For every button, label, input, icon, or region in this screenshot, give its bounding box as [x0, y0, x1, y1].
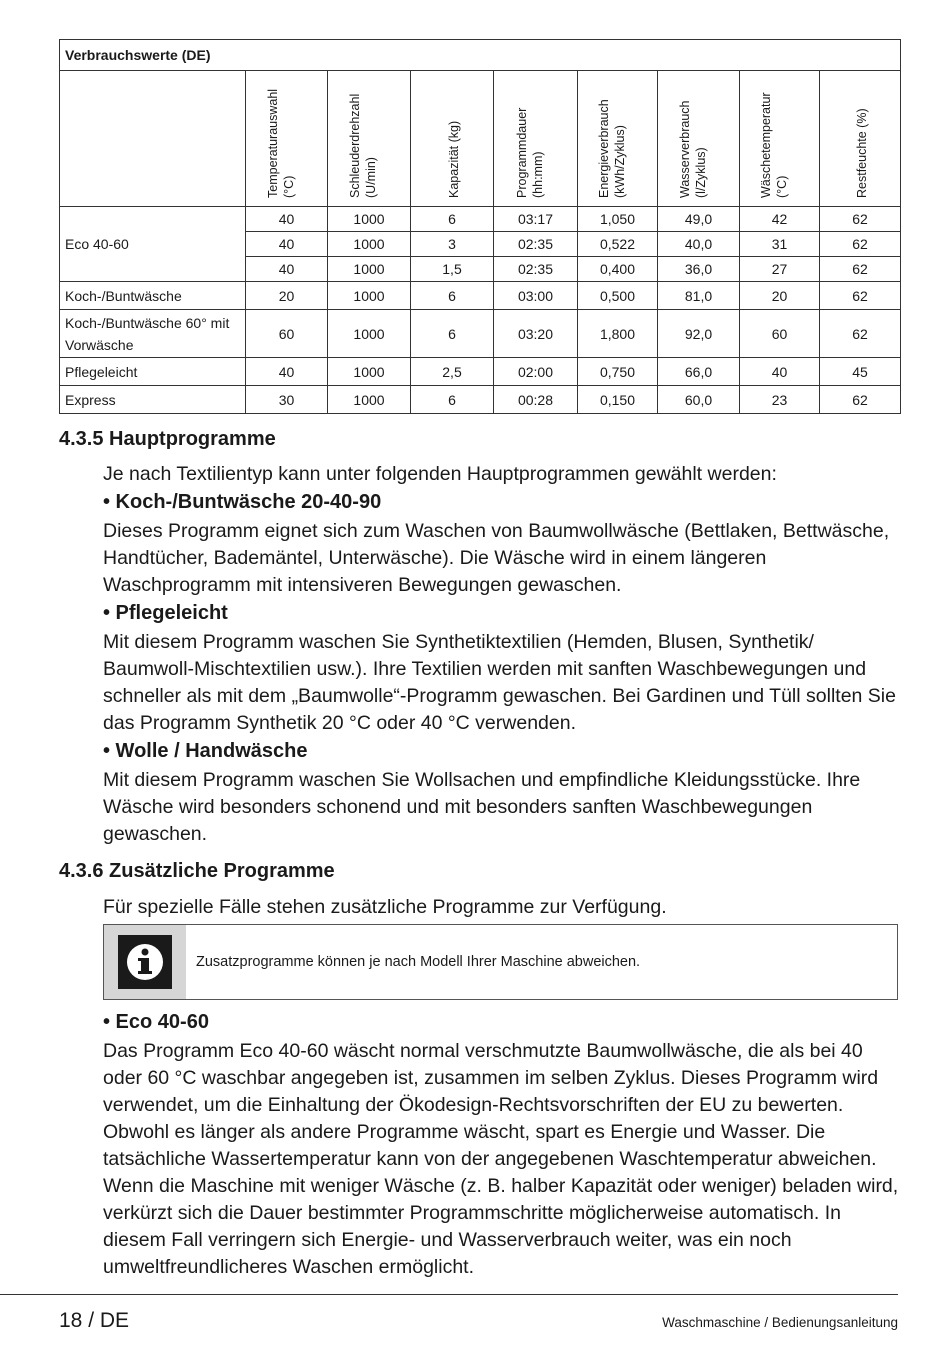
table-cell: 40	[246, 207, 328, 232]
table-cell: 2,5	[411, 358, 494, 386]
table-cell: 62	[820, 232, 901, 257]
program-title: • Koch-/Buntwäsche 20-40-90	[103, 491, 382, 513]
table-cell: 40	[246, 257, 328, 282]
table-cell: 00:28	[494, 386, 578, 414]
table-row	[60, 310, 901, 358]
table-cell: 1000	[328, 358, 411, 386]
program-title: • Wolle / Handwäsche	[103, 740, 308, 762]
info-icon-panel	[104, 925, 186, 999]
table-cell: 6	[411, 386, 494, 414]
header-duration: Programmdauer (hh:mm)	[514, 107, 545, 198]
program-description: Dieses Programm eignet sich zum Waschen von Baumwollwäsche (Bettlaken, Bettwäsche, Handtücher, Bademäntel, Unterwäsche). Die Wäsche wird in einem längeren Waschprogramm mit intensiveren Bewegungen gewaschen.	[103, 520, 890, 596]
header-laundry-temp: Wäschetemperatur (°C)	[758, 92, 789, 198]
table-cell: 81,0	[658, 282, 740, 310]
table-cell: 03:17	[494, 207, 578, 232]
table-cell: 40	[246, 358, 328, 386]
table-cell: 49,0	[658, 207, 740, 232]
table-cell: 02:00	[494, 358, 578, 386]
table-cell: 6	[411, 310, 494, 358]
header-cell	[328, 71, 411, 207]
header-spin-speed: Schleuderdrehzahl (U/min)	[348, 93, 378, 198]
program-description: Mit diesem Programm waschen Sie Synthetiktextilien (Hemden, Blusen, Synthetik/ Baumwoll-Mischtextilien usw.). Ihre Textilien werden mit sanften Waschbewegungen und schneller als mit dem „Baumwolle“-Programm gewaschen. Bei Gardinen und Tüll sollten Sie das Programm Synthetik 20 °C oder 40 °C verwenden.	[103, 631, 896, 734]
table-cell: 1,050	[578, 207, 658, 232]
table-cell: 6	[411, 282, 494, 310]
header-cell	[740, 71, 820, 207]
table-cell: 31	[740, 232, 820, 257]
header-cell	[658, 71, 740, 207]
table-row	[60, 386, 901, 414]
table-cell: 36,0	[658, 257, 740, 282]
info-note-text: Zusatzprogramme können je nach Modell Ihrer Maschine abweichen.	[196, 954, 641, 970]
section-intro: Je nach Textilientyp kann unter folgenden Hauptprogrammen gewählt werden:	[103, 463, 777, 485]
table-cell: 60	[740, 310, 820, 358]
table-cell: 23	[740, 386, 820, 414]
table-cell: 20	[246, 282, 328, 310]
table-cell: 03:20	[494, 310, 578, 358]
footer-divider	[0, 1294, 898, 1295]
header-energy: Energieverbrauch (kWh/Zyklus)	[596, 99, 627, 198]
table-cell: 1000	[328, 310, 411, 358]
table-cell: 40,0	[658, 232, 740, 257]
table-cell: 27	[740, 257, 820, 282]
row-label-eco: Eco 40-60	[60, 207, 246, 282]
program-title: • Eco 40-60	[103, 1011, 209, 1033]
program-description: Mit diesem Programm waschen Sie Wollsachen und empfindliche Kleidungsstücke. Ihre Wäsche wird besonders schonend und mit besonders sanften Waschbewegungen gewaschen.	[103, 769, 861, 845]
program-title: • Pflegeleicht	[103, 602, 228, 624]
header-temperature: Temperaturauswahl (°C)	[265, 88, 296, 198]
table-cell: 62	[820, 282, 901, 310]
header-empty-cell	[60, 71, 246, 207]
table-cell: 0,500	[578, 282, 658, 310]
table-row	[60, 358, 901, 386]
header-cell	[820, 71, 901, 207]
table-cell: 45	[820, 358, 901, 386]
header-capacity: Kapazität (kg)	[447, 120, 461, 198]
header-cell	[578, 71, 658, 207]
header-cell	[494, 71, 578, 207]
table-cell: 1000	[328, 207, 411, 232]
table-cell: 02:35	[494, 257, 578, 282]
section-heading-main-programs: 4.3.5 Hauptprogramme	[59, 428, 276, 450]
row-label: Express	[60, 386, 246, 414]
table-cell: 1000	[328, 386, 411, 414]
table-cell: 20	[740, 282, 820, 310]
table-cell: 03:00	[494, 282, 578, 310]
table-cell: 02:35	[494, 232, 578, 257]
table-row	[60, 207, 901, 232]
table-cell: 1000	[328, 232, 411, 257]
section-intro: Für spezielle Fälle stehen zusätzliche Programme zur Verfügung.	[103, 896, 667, 918]
table-cell: 62	[820, 386, 901, 414]
table-cell: 92,0	[658, 310, 740, 358]
row-label: Pflegeleicht	[60, 358, 246, 386]
info-note-box	[103, 924, 898, 1000]
table-cell: 62	[820, 257, 901, 282]
table-cell: 1000	[328, 257, 411, 282]
row-label: Koch-/Buntwäsche 60° mit Vorwäsche	[60, 310, 246, 358]
section-heading-additional-programs: 4.3.6 Zusätzliche Programme	[59, 860, 335, 882]
header-cell	[246, 71, 328, 207]
table-header-row	[60, 71, 901, 207]
table-cell: 40	[246, 232, 328, 257]
table-cell: 40	[740, 358, 820, 386]
header-residual-moisture: Restfeuchte (%)	[855, 108, 870, 198]
table-cell: 1,800	[578, 310, 658, 358]
table-cell: 1,5	[411, 257, 494, 282]
table-cell: 66,0	[658, 358, 740, 386]
table-cell: 1000	[328, 282, 411, 310]
table-cell: 60,0	[658, 386, 740, 414]
consumption-table	[59, 39, 901, 414]
info-icon	[118, 935, 172, 989]
table-cell: 6	[411, 207, 494, 232]
table-cell: 42	[740, 207, 820, 232]
table-cell: 62	[820, 207, 901, 232]
page-number: 18 / DE	[59, 1309, 130, 1332]
table-row	[60, 282, 901, 310]
table-cell: 0,400	[578, 257, 658, 282]
table-cell: 0,522	[578, 232, 658, 257]
document-title: Waschmaschine / Bedienungsanleitung	[662, 1315, 898, 1330]
table-cell: 62	[820, 310, 901, 358]
table-cell: 0,750	[578, 358, 658, 386]
table-cell: 30	[246, 386, 328, 414]
header-water: Wasserverbrauch (l/Zyklus)	[677, 100, 708, 198]
program-description: Das Programm Eco 40-60 wäscht normal verschmutzte Baumwollwäsche, die als bei 40 oder 60 °C waschbar angegeben ist, zusammen im selben Zyklus. Dieses Programm wird verwendet, um die Einhaltung der Ökodesign-Rechtsvorschriften der EU zu bewerten. Obwohl es länger als andere Programme wäscht, spart es Energie und Wasser. Die tatsächliche Wassertemperatur kann von der angegebenen Waschtemperatur abweichen. Wenn die Maschine mit weniger Wäsche (z. B. halber Kapazität oder weniger) beladen wird, verkürzt sich die Dauer bestimmter Programmschritte möglicherweise automatisch. In diesem Fall verringern sich Energie- und Wasserverbrauch weiter, was ein noch umweltfreundlicheres Waschen ermöglicht.	[103, 1040, 899, 1278]
table-cell: 0,150	[578, 386, 658, 414]
header-cell	[411, 71, 494, 207]
table-cell: 3	[411, 232, 494, 257]
table-cell: 60	[246, 310, 328, 358]
table-title: Verbrauchswerte (DE)	[60, 40, 901, 71]
row-label: Koch-/Buntwäsche	[60, 282, 246, 310]
